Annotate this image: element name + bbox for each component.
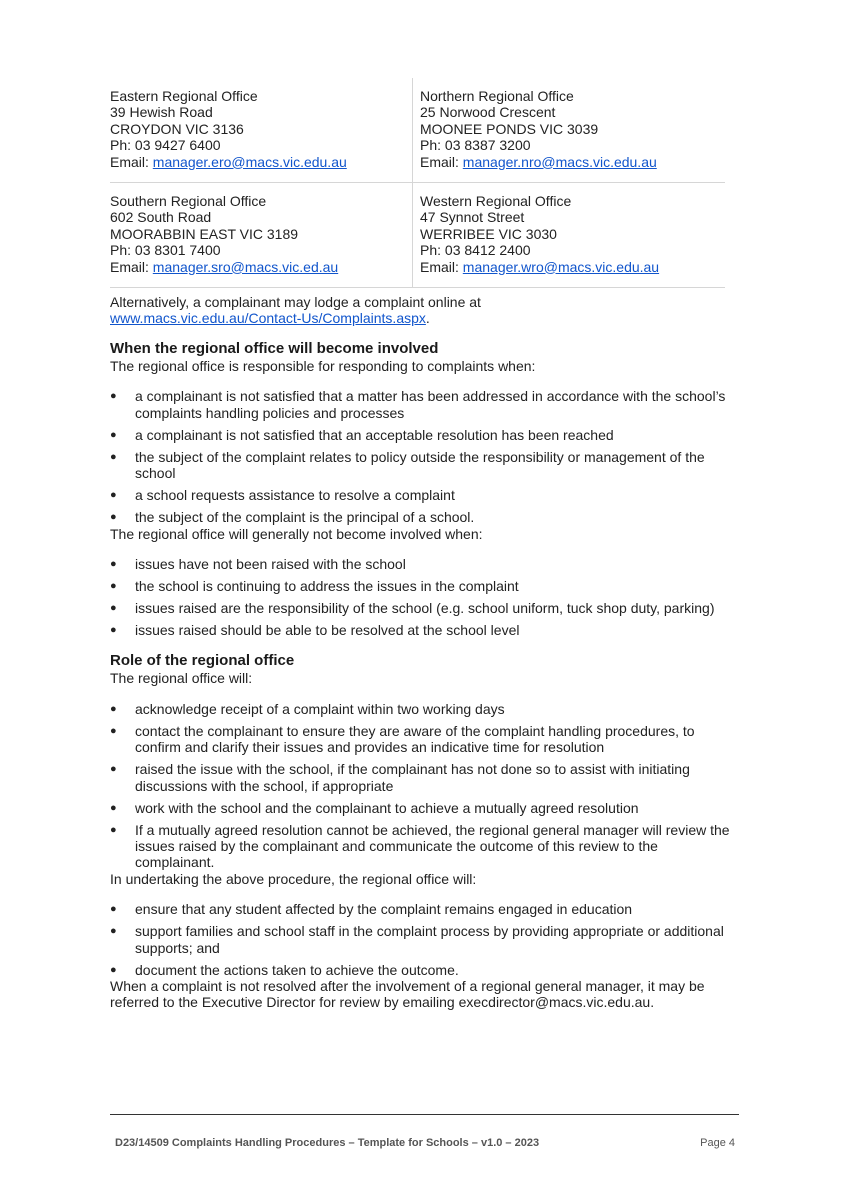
office-southern xyxy=(110,183,413,288)
office-email-row xyxy=(420,154,725,170)
office-phone: Ph: 03 8301 7400 xyxy=(110,242,221,259)
email-label: Email: xyxy=(110,153,153,170)
footer-page-number: Page 4 xyxy=(700,1137,735,1149)
office-western xyxy=(413,183,725,288)
not-involved-intro: The regional office will generally not become involved when: xyxy=(110,525,483,542)
footer-document-id: D23/14509 Complaints Handling Procedures – Template for Schools – v1.0 – 2023 xyxy=(115,1137,540,1149)
list-item: ● the school is continuing to address the issues in the complaint xyxy=(110,577,519,594)
office-street: 47 Synnot Street xyxy=(420,209,525,226)
list-item: ● a complainant is not satisfied that an acceptable resolution has been reached xyxy=(110,426,614,443)
bullet-icon: ● xyxy=(110,579,117,592)
office-street: 39 Hewish Road xyxy=(110,104,213,121)
list-item: ● the subject of the complaint relates to policy outside the responsibility or management of the school xyxy=(110,448,705,482)
email-label: Email: xyxy=(110,258,153,275)
list-item: ● the subject of the complaint is the principal of a school. xyxy=(110,509,475,526)
office-name: Western Regional Office xyxy=(420,193,572,210)
office-phone: Ph: 03 9427 6400 xyxy=(110,137,221,154)
list-item: ● a school requests assistance to resolve a complaint xyxy=(110,487,455,504)
office-eastern xyxy=(110,78,413,183)
bullet-icon: ● xyxy=(110,601,117,614)
list-item: ● issues raised should be able to be resolved at the school level xyxy=(110,621,520,638)
office-email-row xyxy=(110,259,412,275)
office-street: 25 Norwood Crescent xyxy=(420,104,556,121)
document-page xyxy=(110,78,740,1011)
list-item: ● ensure that any student affected by the complaint remains engaged in education xyxy=(110,901,633,918)
email-label: Email: xyxy=(420,258,463,275)
email-link-southern[interactable]: manager.sro@macs.vic.ed.au xyxy=(152,258,339,275)
online-end: . xyxy=(425,310,430,327)
office-phone: Ph: 03 8412 2400 xyxy=(420,242,531,259)
office-name: Southern Regional Office xyxy=(110,193,267,210)
office-email-row xyxy=(110,154,412,170)
email-link-western[interactable]: manager.wro@macs.vic.edu.au xyxy=(462,258,660,275)
office-suburb: MOONEE PONDS VIC 3039 xyxy=(420,120,599,137)
office-suburb: CROYDON VIC 3136 xyxy=(110,120,244,137)
bullet-icon: ● xyxy=(110,724,117,737)
office-suburb: WERRIBEE VIC 3030 xyxy=(420,225,557,242)
email-link-eastern[interactable]: manager.ero@macs.vic.edu.au xyxy=(152,153,347,170)
role-list xyxy=(110,701,740,871)
email-label: Email: xyxy=(420,153,463,170)
bullet-icon: ● xyxy=(110,801,117,814)
online-text: Alternatively, a complainant may lodge a complaint online at xyxy=(110,294,481,311)
bullet-icon: ● xyxy=(110,557,117,570)
involved-intro: The regional office is responsible for responding to complaints when: xyxy=(110,357,536,374)
not-involved-list xyxy=(110,556,740,638)
bullet-icon: ● xyxy=(110,925,117,938)
office-street: 602 South Road xyxy=(110,209,212,226)
office-email-row xyxy=(420,259,725,275)
bullet-icon: ● xyxy=(110,823,117,836)
bullet-icon: ● xyxy=(110,903,117,916)
office-name: Eastern Regional Office xyxy=(110,88,258,104)
email-link-northern[interactable]: manager.nro@macs.vic.edu.au xyxy=(462,153,657,170)
list-item: ● document the actions taken to achieve the outcome. xyxy=(110,961,459,978)
bullet-icon: ● xyxy=(110,623,117,636)
list-item: ● If a mutually agreed resolution cannot be achieved, the regional general manager will review the issues raised by the complainant and communicate the outcome of this review to the complainant. xyxy=(110,821,730,871)
bullet-icon: ● xyxy=(110,702,117,715)
bullet-icon: ● xyxy=(110,428,117,441)
closing-paragraph: When a complaint is not resolved after the involvement of a regional general manager, it may be referred to the Executive Director for review by emailing execdirector@macs.vic.edu.au. xyxy=(110,977,705,1011)
procedure-list xyxy=(110,901,740,978)
list-item: ● support families and school staff in the complaint process by providing appropriate or additional supports; and xyxy=(110,923,724,956)
complaints-url-link[interactable]: www.macs.vic.edu.au/Contact-Us/Complaints.aspx xyxy=(110,310,426,327)
list-item: ● contact the complainant to ensure they are aware of the complaint handling procedures, to confirm and clarify their issues and provides an indicative time for resolution xyxy=(110,722,695,756)
involved-list xyxy=(110,388,740,525)
regional-offices-table xyxy=(110,78,725,288)
bullet-icon: ● xyxy=(110,511,117,524)
bullet-icon: ● xyxy=(110,390,117,403)
office-suburb: MOORABBIN EAST VIC 3189 xyxy=(110,225,299,242)
list-item: ● issues have not been raised with the school xyxy=(110,555,406,572)
footer-divider xyxy=(110,1114,739,1115)
heading-role: Role of the regional office xyxy=(110,652,295,670)
online-complaint-paragraph xyxy=(110,294,740,327)
list-item: ● raised the issue with the school, if the complainant has not done so to assist with initiating discussions with the school, if appropriate xyxy=(110,761,690,794)
list-item: ● a complainant is not satisfied that a matter has been addressed in accordance with the school’s complaints handling policies and processes xyxy=(110,388,726,421)
list-item: ● acknowledge receipt of a complaint within two working days xyxy=(110,700,505,717)
list-item: ● work with the school and the complainant to achieve a mutually agreed resolution xyxy=(110,799,639,816)
bullet-icon: ● xyxy=(110,489,117,502)
office-northern xyxy=(413,78,725,183)
bullet-icon: ● xyxy=(110,963,117,976)
office-name: Northern Regional Office xyxy=(420,88,574,104)
heading-when-involved: When the regional office will become involved xyxy=(110,339,439,357)
list-item: ● issues raised are the responsibility of the school (e.g. school uniform, tuck shop duty, parking) xyxy=(110,599,715,616)
role-intro: The regional office will: xyxy=(110,670,253,687)
bullet-icon: ● xyxy=(110,763,117,776)
procedure-intro: In undertaking the above procedure, the regional office will: xyxy=(110,870,477,887)
office-phone: Ph: 03 8387 3200 xyxy=(420,137,531,154)
bullet-icon: ● xyxy=(110,450,117,463)
